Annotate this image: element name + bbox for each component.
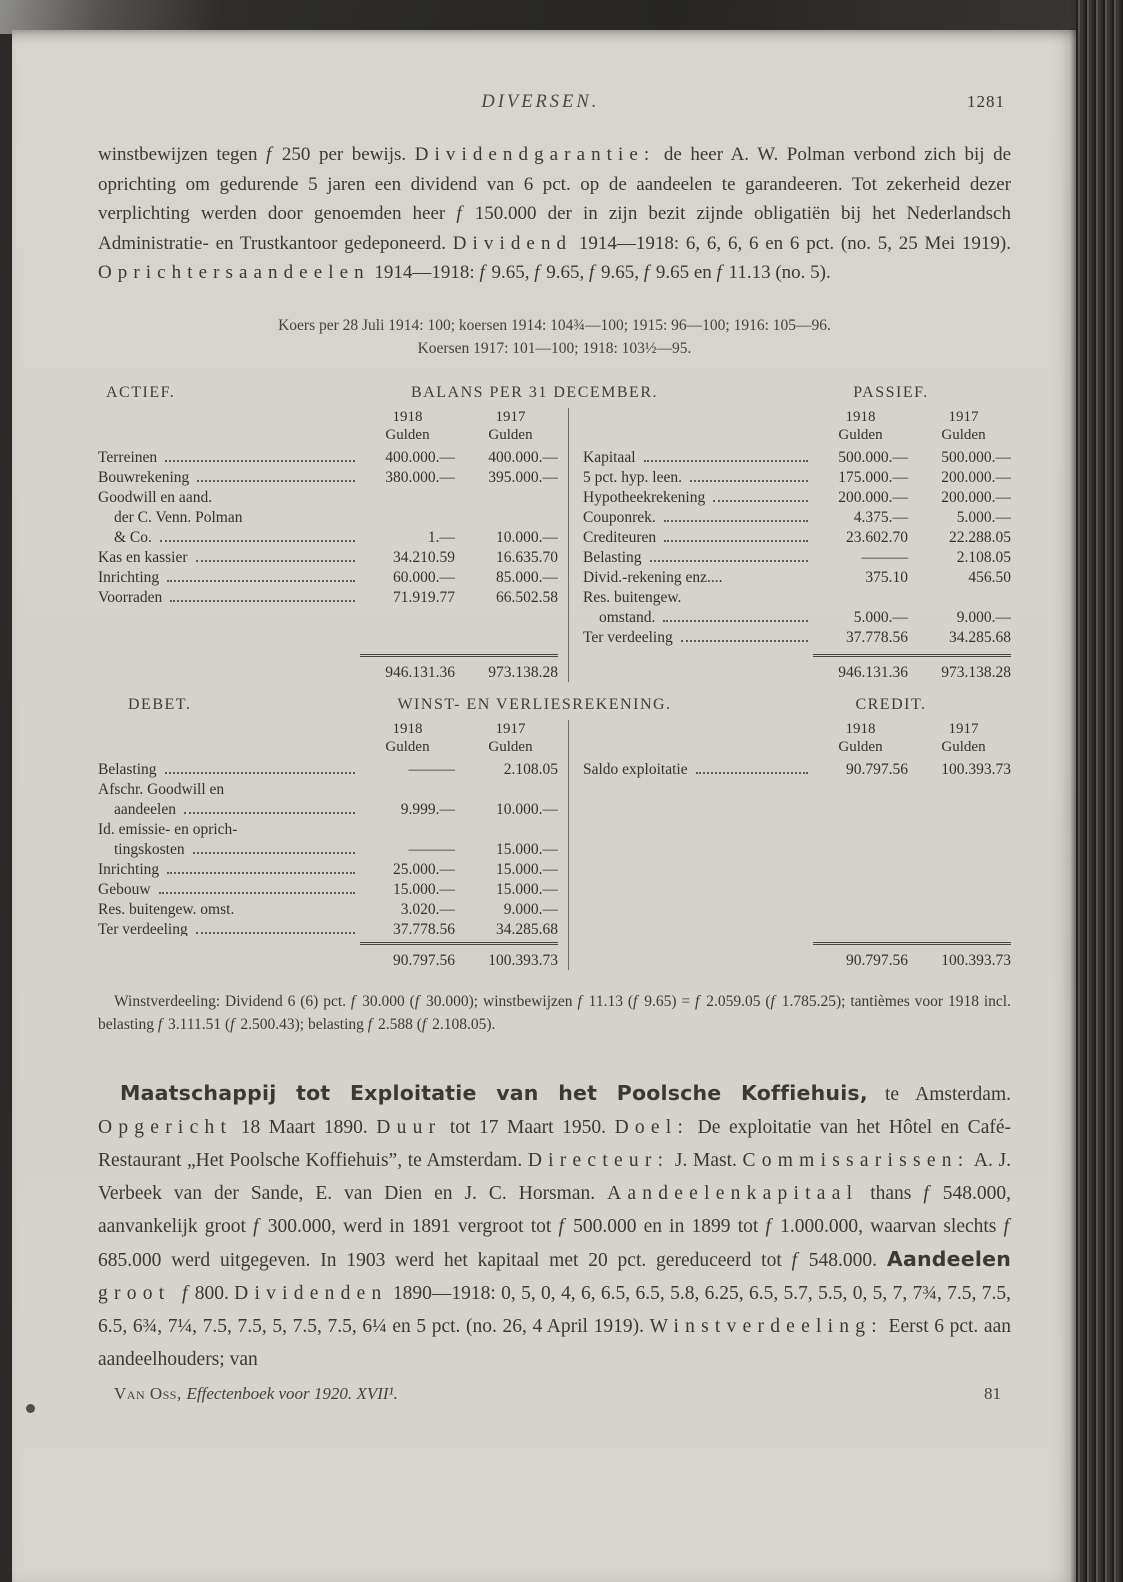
amount-1917: 85.000.— xyxy=(496,568,558,586)
actief-total-1918: 946.131.36 xyxy=(385,663,455,681)
row-label: Couponrek. xyxy=(583,508,656,526)
amount-1917: 400.000.— xyxy=(488,448,558,466)
dotted-leader xyxy=(681,640,808,642)
actief-total-1917: 973.138.28 xyxy=(488,663,558,681)
dotted-leader xyxy=(196,932,355,934)
table-row xyxy=(583,448,1011,468)
credit-total-row xyxy=(583,942,1011,970)
dotted-leader xyxy=(713,500,808,502)
footer-signature-number: 81 xyxy=(984,1383,1001,1403)
row-label: omstand. xyxy=(599,608,656,626)
text-segment: f xyxy=(350,992,356,1010)
row-label: Id. emissie- en oprich- xyxy=(98,820,238,838)
row-label: Gebouw xyxy=(98,880,151,898)
text-segment: te Amsterdam. xyxy=(867,1083,1011,1105)
amount-1918: 400.000.— xyxy=(385,448,455,466)
amount-1917: 456.50 xyxy=(968,568,1011,586)
text-segment: 1.000.000, waarvan slechts xyxy=(772,1215,1004,1237)
row-label: Inrichting xyxy=(98,860,160,878)
amount-1918: ——— xyxy=(408,840,455,858)
amount-1917: 500.000.— xyxy=(941,448,1011,466)
credit-rows xyxy=(583,760,1011,936)
table-row xyxy=(98,760,558,780)
table-row xyxy=(98,528,558,548)
text-segment: f xyxy=(770,992,775,1010)
text-segment: J. Mast. xyxy=(669,1149,743,1171)
row-label: Ter verdeeling xyxy=(98,920,188,936)
row-label: Res. buitengew. xyxy=(583,588,682,606)
amount-1917: 9.000.— xyxy=(956,608,1011,626)
table-row xyxy=(98,588,558,608)
amount-1918: 37.778.56 xyxy=(393,920,455,936)
row-label: Kas en kassier xyxy=(98,548,188,566)
koers-block xyxy=(98,314,1011,360)
dotted-leader xyxy=(170,600,355,602)
text-segment: 1914—1918: xyxy=(369,262,480,283)
dotted-leader xyxy=(644,460,808,462)
text-segment: Van Oss, xyxy=(114,1383,187,1403)
credit-total-1917: 100.393.73 xyxy=(941,951,1011,969)
text-segment: Doel: xyxy=(614,1116,690,1138)
text-segment: 9.65 en xyxy=(651,262,717,283)
passief-total-row xyxy=(583,654,1011,682)
paragraph-winstverdeeling xyxy=(98,990,1011,1037)
table-row xyxy=(98,920,558,936)
amount-1917: 5.000.— xyxy=(956,508,1011,526)
balans-titles xyxy=(98,384,1011,402)
column-headers xyxy=(583,720,1011,756)
text-segment: 250 per bewijs. xyxy=(273,144,415,165)
text-segment: f xyxy=(765,1215,771,1237)
balance-sheet xyxy=(98,408,1011,682)
debet-total-row xyxy=(98,942,558,970)
dotted-leader xyxy=(197,480,355,482)
dotted-leader xyxy=(167,872,355,874)
dotted-leader xyxy=(663,620,808,622)
amount-1917: 2.108.05 xyxy=(956,548,1011,566)
text-segment: f xyxy=(558,1215,564,1237)
year-column-1917: 1917 Gulden xyxy=(488,408,533,443)
year-column-1917: 1917 Gulden xyxy=(941,720,986,755)
text-segment: f xyxy=(456,203,462,224)
text-segment: thans xyxy=(858,1182,924,1204)
dotted-leader xyxy=(690,480,808,482)
row-label: aandeelen xyxy=(114,800,176,818)
table-row xyxy=(583,528,1011,548)
paragraph-dividendgarantie xyxy=(98,140,1011,288)
text-segment: f xyxy=(266,144,272,165)
text-segment: f xyxy=(633,992,638,1010)
amount-1918: 1.— xyxy=(427,528,455,546)
dotted-leader xyxy=(664,540,808,542)
row-label: Ter verdeeling xyxy=(583,628,673,646)
table-row xyxy=(98,860,558,880)
row-label: Kapitaal xyxy=(583,448,636,466)
amount-1917: 66.502.58 xyxy=(496,588,558,606)
row-label: & Co. xyxy=(114,528,152,546)
row-label: Crediteuren xyxy=(583,528,657,546)
debet-rows xyxy=(98,760,558,936)
amount-1918: 25.000.— xyxy=(393,860,455,878)
text-segment: 18 Maart 1890. xyxy=(232,1116,377,1138)
row-label: Belasting xyxy=(98,760,157,778)
text-segment: 548.000. xyxy=(798,1249,887,1271)
text-segment: Duur xyxy=(376,1116,442,1138)
text-segment: f xyxy=(367,1016,373,1033)
passief-total-1918: 946.131.36 xyxy=(838,663,908,681)
page-number: 1281 xyxy=(967,92,1005,111)
text-segment: 9.65, xyxy=(596,262,644,283)
actief-rows xyxy=(98,448,558,648)
balance-actief-column xyxy=(98,408,568,682)
table-row xyxy=(98,468,558,488)
amount-1917: 16.635.70 xyxy=(496,548,558,566)
scan-artifact-dot xyxy=(26,1404,35,1413)
table-row xyxy=(98,488,558,508)
amount-1917: 100.393.73 xyxy=(941,760,1011,778)
text-segment: 9.65, xyxy=(541,262,590,283)
book-page-edges xyxy=(1076,0,1123,1582)
table-row xyxy=(583,608,1011,628)
amount-1917: 15.000.— xyxy=(496,840,558,858)
amount-1917: 10.000.— xyxy=(496,528,558,546)
text-segment: 685.000 werd uitgegeven. In 1903 werd het kapitaal met 20 pct. gereduceerd tot xyxy=(98,1249,792,1271)
debet-total-1917: 100.393.73 xyxy=(488,951,558,969)
table-row xyxy=(98,780,558,800)
scan-top-band xyxy=(0,0,1123,34)
dotted-leader xyxy=(160,540,355,542)
table-row xyxy=(98,800,558,820)
text-segment: A. J. Verbeek van der Sande, E. van Dien en J. C. Horsman. xyxy=(98,1149,1011,1204)
text-segment: 1.785.25); tantièmes voor 1918 incl. belasting xyxy=(98,992,1011,1033)
text-segment: 150.000 der in zijn bezit zijnde obligatiën bij het Nederlandsch Administratie- en Trustkantoor gedeponeerd. xyxy=(98,203,1011,254)
amount-1918: 34.210.59 xyxy=(393,548,455,566)
amount-1917: 200.000.— xyxy=(941,468,1011,486)
text-segment: 9.65) = xyxy=(639,992,696,1010)
text-segment: 2.500.43); belasting xyxy=(236,1016,368,1033)
text-segment: de heer A. W. Polman verbond zich bij de oprichting om gedurende 5 jaren een dividend van 6 pct. op de aandeelen te garandeeren. Tot zekerheid dezer verplichting werden door genoemden heer xyxy=(98,144,1011,224)
debet-total-1918: 90.797.56 xyxy=(393,951,455,969)
dotted-leader xyxy=(193,852,355,854)
row-label: Bouwrekening xyxy=(98,468,190,486)
row-label: Voorraden xyxy=(98,588,163,606)
amount-1918: 15.000.— xyxy=(393,880,455,898)
amount-1917: 34.285.68 xyxy=(496,920,558,936)
table-row xyxy=(98,820,558,840)
balans-title-actief: ACTIEF. xyxy=(106,383,176,401)
row-label: Res. buitengew. omst. xyxy=(98,900,235,918)
amount-1918: ——— xyxy=(861,548,908,566)
table-row xyxy=(98,448,558,468)
text-segment: 11.13 ( xyxy=(583,992,633,1010)
profit-loss-statement xyxy=(98,720,1011,970)
dotted-leader xyxy=(159,892,355,894)
text-segment: 2.059.05 ( xyxy=(701,992,771,1010)
row-label: Saldo exploitatie xyxy=(583,760,688,778)
text-segment: f xyxy=(1003,1215,1009,1237)
table-row xyxy=(98,548,558,568)
row-label: Divid.-rekening enz.... xyxy=(583,568,723,586)
koers-line-1: Koers per 28 Juli 1914: 100; koersen 1914: 104¾—100; 1915: 96—100; 1916: 105—96. xyxy=(278,316,831,334)
text-segment: Maatschappij tot Exploitatie van het Poolsche Koffiehuis, xyxy=(120,1080,868,1105)
row-label: Afschr. Goodwill en xyxy=(98,780,225,798)
pl-debet-column xyxy=(98,720,568,970)
amount-1918: 500.000.— xyxy=(838,448,908,466)
year-column-1918: 1918 Gulden xyxy=(838,720,883,755)
text-segment: 3.111.51 ( xyxy=(164,1016,231,1033)
column-headers xyxy=(583,408,1011,444)
amount-1918: 23.602.70 xyxy=(846,528,908,546)
table-row xyxy=(98,508,558,528)
amount-1918: 37.778.56 xyxy=(846,628,908,646)
table-row xyxy=(583,588,1011,608)
text-segment: f xyxy=(643,262,650,283)
amount-1918: 5.000.— xyxy=(853,608,908,626)
row-label: tingskosten xyxy=(114,840,185,858)
winst-title-center: WINST- EN VERLIESREKENING. xyxy=(397,695,672,713)
text-segment: Winstverdeeling: Dividend 6 (6) pct. xyxy=(114,992,351,1010)
row-label: 5 pct. hyp. leen. xyxy=(583,468,683,486)
amount-1917: 22.288.05 xyxy=(949,528,1011,546)
text-segment: Effectenboek voor 1920. xyxy=(186,1383,353,1403)
footer-imprint xyxy=(114,1384,398,1404)
paragraph-company-poolsche-koffiehuis xyxy=(98,1077,1011,1376)
column-headers xyxy=(98,408,558,444)
amount-1918: ——— xyxy=(408,760,455,778)
year-column-1918: 1918 Gulden xyxy=(838,408,883,443)
table-row xyxy=(98,840,558,860)
text-segment: 2.108.05). xyxy=(428,1016,496,1033)
text-segment: Eerst 6 pct. aan aandeelhouders; van xyxy=(98,1315,1011,1370)
winst-titles xyxy=(98,696,1011,714)
text-segment: f xyxy=(157,1016,163,1033)
table-row xyxy=(583,468,1011,488)
text-segment: f xyxy=(716,262,722,283)
row-label: Hypotheekrekening xyxy=(583,488,706,506)
text-segment: tot 17 Maart 1950. xyxy=(441,1116,615,1138)
text-segment: f xyxy=(181,1282,188,1304)
text-segment: winstbewijzen tegen xyxy=(98,144,267,165)
amount-1917: 9.000.— xyxy=(503,900,558,918)
passief-total-1917: 973.138.28 xyxy=(941,663,1011,681)
dotted-leader xyxy=(650,560,808,562)
text-segment: 500.000 en in 1899 tot xyxy=(565,1215,766,1237)
table-row xyxy=(98,900,558,920)
text-segment: 1890—1918: 0, 5, 0, 4, 6, 6.5, 6.5, 5.8, 6.25, 6.5, 5.7, 5.5, 0, 5, 7, 7¾, 7.5, 7.5, 6.5, 6¾, 7¼, 7.5, 7.5, 5, 7.5, 7.5, 6¼ en 5 pct. (no. 26, 4 April 1919). xyxy=(98,1282,1012,1337)
text-segment: Oprichtersaandeelen xyxy=(98,262,370,283)
text-segment: 1914—1918: 6, 6, 6, 6 en 6 pct. (no. 5, 25 Mei 1919). xyxy=(572,232,1011,254)
amount-1918: 375.10 xyxy=(865,568,908,586)
text-segment: Aandeelenkapitaal xyxy=(607,1182,859,1204)
amount-1917: 15.000.— xyxy=(496,860,558,878)
dotted-leader xyxy=(696,772,808,774)
text-segment: Opgericht xyxy=(98,1116,233,1138)
text-segment: Aandeelen xyxy=(886,1246,1011,1271)
text-segment: f xyxy=(414,992,420,1010)
column-headers xyxy=(98,720,558,756)
table-row xyxy=(583,508,1011,528)
table-row xyxy=(583,548,1011,568)
text-segment: Directeur: xyxy=(527,1149,670,1171)
text-segment: Dividendgarantie: xyxy=(414,144,656,165)
balance-passief-column xyxy=(568,408,1011,682)
amount-1918: 71.919.77 xyxy=(393,588,455,606)
page-footer xyxy=(98,1384,1011,1404)
amount-1917: 2.108.05 xyxy=(503,760,558,778)
amount-1918: 4.375.— xyxy=(853,508,908,526)
amount-1918: 380.000.— xyxy=(385,468,455,486)
dotted-leader xyxy=(165,460,355,462)
text-segment: f xyxy=(421,1016,427,1033)
table-row xyxy=(583,568,1011,588)
text-segment: 2.588 ( xyxy=(374,1016,422,1033)
row-label: Inrichting xyxy=(98,568,160,586)
amount-1918: 175.000.— xyxy=(838,468,908,486)
winst-title-debet: DEBET. xyxy=(128,695,192,713)
koers-line-2: Koersen 1917: 101—100; 1918: 103½—95. xyxy=(417,339,692,357)
winst-title-credit: CREDIT. xyxy=(855,695,927,713)
text-segment: De exploitatie van het Hôtel en Café-Restaurant „Het Poolsche Koffiehuis”, te Amsterdam. xyxy=(98,1116,1011,1171)
page-header xyxy=(98,92,1011,118)
row-label: Terreinen xyxy=(98,448,158,466)
row-label: Belasting xyxy=(583,548,642,566)
text-segment: f xyxy=(923,1182,929,1204)
year-column-1918: 1918 Gulden xyxy=(385,408,430,443)
actief-total-row xyxy=(98,654,558,682)
text-segment: 9.65, xyxy=(486,262,535,283)
amount-1917: 395.000.— xyxy=(488,468,558,486)
dotted-leader xyxy=(664,520,808,522)
table-row xyxy=(98,880,558,900)
amount-1918: 9.999.— xyxy=(400,800,455,818)
year-column-1917: 1917 Gulden xyxy=(941,408,986,443)
dotted-leader xyxy=(184,812,355,814)
dotted-leader xyxy=(196,560,355,562)
text-segment: groot xyxy=(98,1282,182,1304)
pl-credit-column xyxy=(568,720,1011,970)
amount-1917: 200.000.— xyxy=(941,488,1011,506)
text-segment: f xyxy=(230,1016,235,1033)
amount-1918: 3.020.— xyxy=(400,900,455,918)
text-segment: Dividend xyxy=(452,232,573,254)
text-segment: 11.13 (no. 5). xyxy=(723,262,831,283)
text-segment: Winstverdeeling: xyxy=(649,1315,883,1337)
text-segment: f xyxy=(577,992,582,1010)
balans-title-center: BALANS PER 31 DECEMBER. xyxy=(411,383,658,401)
text-segment: f xyxy=(253,1215,259,1237)
text-segment: f xyxy=(791,1249,797,1271)
amount-1917: 34.285.68 xyxy=(949,628,1011,646)
credit-total-1918: 90.797.56 xyxy=(846,951,908,969)
table-row xyxy=(583,488,1011,508)
amount-1917: 10.000.— xyxy=(496,800,558,818)
amount-1918: 60.000.— xyxy=(393,568,455,586)
text-segment: 300.000, werd in 1891 vergroot tot xyxy=(260,1215,559,1237)
text-segment: Commissarissen: xyxy=(742,1149,970,1171)
text-segment: f xyxy=(695,992,700,1010)
text-segment: 30.000); winstbewijzen xyxy=(421,992,578,1010)
text-segment: f xyxy=(589,262,595,283)
table-row xyxy=(583,760,1011,780)
dotted-leader xyxy=(167,580,355,582)
year-column-1918: 1918 Gulden xyxy=(385,720,430,755)
row-label: Goodwill en aand. xyxy=(98,488,213,506)
text-segment: Dividenden xyxy=(234,1282,388,1304)
table-row xyxy=(583,628,1011,648)
text-segment: 800. xyxy=(189,1282,235,1304)
table-row xyxy=(98,568,558,588)
amount-1917: 15.000.— xyxy=(496,880,558,898)
amount-1918: 90.797.56 xyxy=(846,760,908,778)
dotted-leader xyxy=(165,772,355,774)
text-segment: f xyxy=(534,262,540,283)
text-segment: XVII¹. xyxy=(352,1383,398,1403)
text-segment: 30.000 ( xyxy=(357,992,415,1010)
passief-rows xyxy=(583,448,1011,648)
row-label: der C. Venn. Polman xyxy=(114,508,243,526)
amount-1918: 200.000.— xyxy=(838,488,908,506)
text-segment: 548.000, aanvankelijk groot xyxy=(98,1182,1011,1237)
balans-title-passief: PASSIEF. xyxy=(853,383,929,401)
book-page xyxy=(12,30,1077,1582)
year-column-1917: 1917 Gulden xyxy=(488,720,533,755)
running-title: DIVERSEN. xyxy=(481,92,600,112)
text-segment: f xyxy=(479,262,485,283)
